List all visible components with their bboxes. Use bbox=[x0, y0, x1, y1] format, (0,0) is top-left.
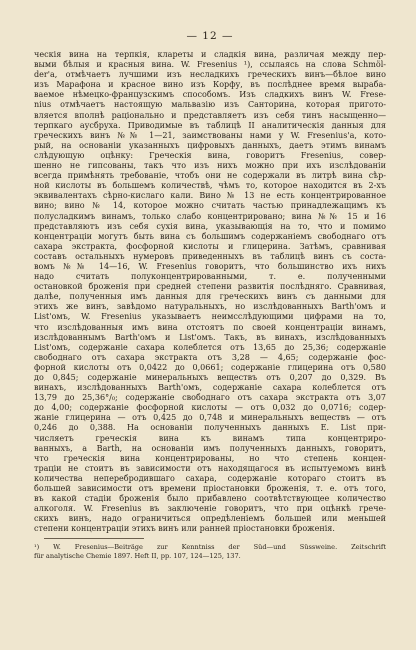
body-line: составъ остальныхъ нумеровъ приведенныхъ въ таблицѣ винъ съ соста- bbox=[34, 251, 386, 261]
footnote-divider bbox=[44, 538, 144, 539]
body-line: терпкаго аусбруха. Приводимые въ таблицѣ II аналитическія данныя для bbox=[34, 120, 386, 130]
body-line: выми бѣлыя и красныя вина. W. Fresenius ¹), ссылаясь на слова Schmöl- bbox=[34, 60, 386, 70]
body-line: траціи не стоитъ въ зависимости отъ находящагося въ испытуемомъ винѣ bbox=[34, 463, 386, 473]
body-line: вляется вполнѣ раціонально и представляетъ изъ себя тинъ насыщенно— bbox=[34, 110, 386, 120]
body-line: форной кислоты отъ 0,0422 до 0,0661; содержаніе глицерина отъ 0,580 bbox=[34, 362, 386, 372]
body-line: скихъ винъ, надо ограничиться опредѣленіемъ большей или меньшей bbox=[34, 514, 386, 524]
body-line: что изслѣдованныя имъ вина отстоятъ по своей концентраціи винамъ, bbox=[34, 322, 386, 332]
body-line: этихъ же винъ, завѣдомо натуральныхъ, но изслѣдованныхъ Barth'омъ и bbox=[34, 302, 386, 312]
body-line: List'омъ, содержаніе сахара колеблется отъ 13,65 до 25,36; содержаніе bbox=[34, 342, 386, 352]
body-line: слѣдующую оцѣнку: Греческія вина, говоритъ Fresenius, совер- bbox=[34, 150, 386, 160]
footnote-line: für analytische Chemie 1897. Heft II, pp. 107, 124—125, 137. bbox=[34, 551, 241, 560]
body-line: шенно не гипсованы, такъ что изъ нихъ можно при ихъ изслѣдованіи bbox=[34, 161, 386, 171]
body-line: винахъ, изслѣдованныхъ Barth'омъ, содержаніе сахара колеблется отъ bbox=[34, 383, 386, 393]
body-line: свободнаго отъ сахара экстракта отъ 3,28 — 4,65; содержаніе фос- bbox=[34, 352, 386, 362]
body-line: надо считать полуконцентрированными, т. е. полученными bbox=[34, 272, 386, 282]
body-text bbox=[34, 50, 386, 535]
body-line: List'омъ, W. Fresenius указываетъ неимсслѣдующими цифрами на то, bbox=[34, 312, 386, 322]
body-line: 0,246 до 0,388. На основаніи полученныхъ данныхъ E. List при- bbox=[34, 423, 386, 433]
body-line: представляютъ изъ себя сухія вина, указывающія на то, что и помимо bbox=[34, 221, 386, 231]
body-line: алкоголя. W. Fresenius въ заключеніе говоритъ, что при оцѣнкѣ грече- bbox=[34, 504, 386, 514]
body-line: изслѣдованнымъ Barth'омъ и List'омъ. Такъ, въ винахъ, изслѣдованныхъ bbox=[34, 332, 386, 342]
body-line: до 0,845; содержаніе минеральныхъ веществъ отъ 0,207 до 0,329. Въ bbox=[34, 373, 386, 382]
body-line: въ какой стадіи броженія было прибавлено соотвѣтствующее количество bbox=[34, 494, 386, 504]
body-line: всегда примѣнять требованіе, чтобъ они не содержали въ литрѣ вина сѣр- bbox=[34, 171, 386, 181]
body-line: полусладкимъ винамъ, только слабо концентрировано; вина №№ 15 и 16 bbox=[34, 211, 386, 221]
body-line: ванныхъ, a Barth, на основаніи имъ полученныхъ данныхъ, говоритъ, bbox=[34, 443, 386, 453]
body-line: числяетъ греческія вина къ винамъ типа концентриро- bbox=[34, 433, 386, 443]
body-line: концентраціи могутъ быть вина съ большимъ содержаніемъ свободнаго отъ bbox=[34, 231, 386, 241]
body-line: количества неперебродившаго сахара, содержаніе котораго стоитъ въ bbox=[34, 473, 386, 483]
body-line: изъ Марафона и красное вино изъ Корфу, въ послѣднее время выраба- bbox=[34, 80, 386, 90]
body-line: сахара экстракта, фосфорной кислоты и глицерина. Затѣмъ, сравнивая bbox=[34, 241, 386, 251]
body-line: степени концентраціи этихъ винъ или ранней пріостановки броженія. bbox=[34, 524, 335, 534]
body-line: далѣе, полученныя имъ данныя для греческихъ винъ съ данными для bbox=[34, 292, 386, 302]
footnote bbox=[34, 543, 386, 561]
body-line: nius отмѣчаетъ настоящую мальвазію изъ Санторина, которая пригото- bbox=[34, 100, 386, 110]
body-line: вомъ №№ 14—16, W. Fresenius говоритъ, что большинство ихъ нихъ bbox=[34, 261, 386, 271]
body-line: до 4,00; содержаніе фосфорной кислоты — отъ 0,032 до 0,0716; содер- bbox=[34, 403, 386, 413]
body-line: 13,79 до 25,36°/₀; содержаніе свободнаго отъ сахара экстракта отъ 3,07 bbox=[34, 393, 386, 403]
body-line: ваемое нѣмецко-французскимъ способомъ. Изъ сладкихъ винъ W. Frese- bbox=[34, 90, 386, 100]
body-line: большей зависимости отъ времени пріостановки броженія, т. е. отъ того, bbox=[34, 484, 386, 494]
body-line: остановкой броженія при средней степени развитія послѣдняго. Сравнивая, bbox=[34, 282, 386, 292]
body-line: греческихъ винъ №№ 1—21, заимствованы нами у W. Fresenius'а, кото- bbox=[34, 130, 386, 140]
page-number: — 12 — bbox=[186, 30, 234, 42]
body-line: рый, на основаніи указанныхъ цифровыхъ данныхъ, даетъ этимъ винамъ bbox=[34, 140, 386, 150]
body-line: что греческія вина концентрированы, но что степень концен- bbox=[34, 453, 386, 463]
body-line: эквивалентахъ сѣрно-кислаго кали. Вино № 13 не есть концентрированное bbox=[34, 191, 386, 201]
body-line: der'а, отмѣчаетъ лучшими изъ несладкихъ греческихъ винъ—бѣлое вино bbox=[34, 70, 386, 80]
body-line: жаніе глицерина — отъ 0,425 до 0,748 и минеральныхъ веществъ — отъ bbox=[34, 413, 386, 423]
body-line: ной кислоты въ большемъ количествѣ, чѣмъ то, которое находится въ 2-хъ bbox=[34, 181, 386, 191]
body-line: ческія вина на терпкія, клареты и сладкія вина, различая между пер- bbox=[34, 50, 386, 59]
footnote-line: ¹) W. Fresenius—Beiträge zur Kenntniss der Süd—und Süssweine. Zeitschrift bbox=[34, 542, 386, 551]
body-line: вино; вино № 14, которое можно считать частью принадлежащимъ къ bbox=[34, 201, 386, 211]
